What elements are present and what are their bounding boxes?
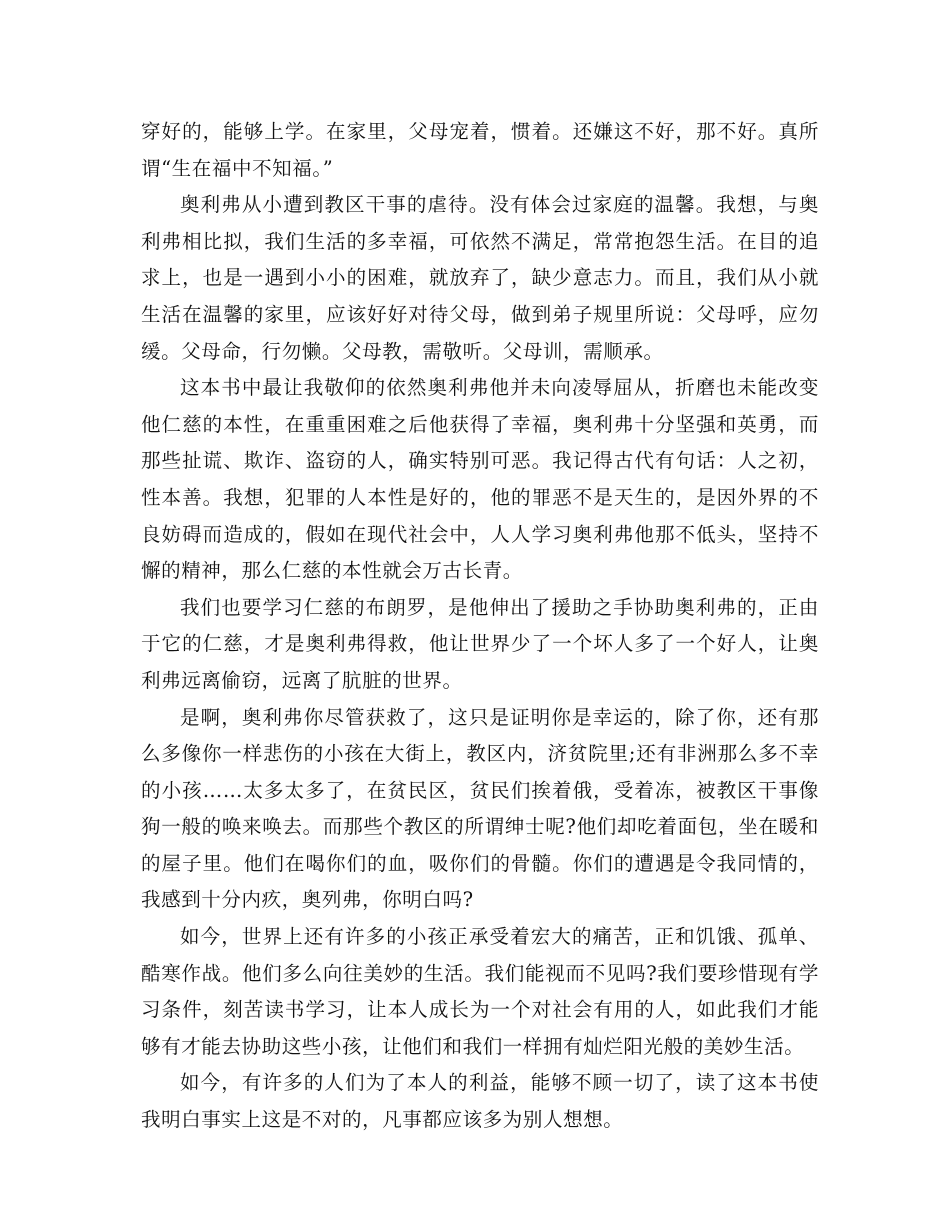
paragraph-1: 穿好的，能够上学。在家里，父母宠着，惯着。还嫌这不好，那不好。真所谓“生在福中不知福。”: [141, 120, 819, 180]
paragraph-7: 如今，有许多的人们为了本人的利益，能够不顾一切了，读了这本书使我明白事实上这是不对的，凡事都应该多为别人想想。: [141, 1071, 819, 1132]
paragraph-3: 这本书中最让我敬仰的依然奥利弗他并未向凌辱屈从，折磨也未能改变他仁慈的本性，在重重困难之后他获得了幸福，奥利弗十分坚强和英勇，而那些扯谎、欺诈、盗窃的人，确实特别可恶。我记得古代有句话：人之初，性本善。我想，犯罪的人本性是好的，他的罪恶不是天生的，是因外界的不良妨碍而造成的，假如在现代社会中，人人学习奥利弗他那不低头，坚持不懈的精神，那么仁慈的本性就会万古长青。: [141, 376, 819, 583]
paragraph-2: 奥利弗从小遭到教区干事的虐待。没有体会过家庭的温馨。我想，与奥利弗相比拟，我们生活的多幸福，可依然不满足，常常抱怨生活。在目的追求上，也是一遇到小小的困难，就放弃了，缺少意志力。而且，我们从小就生活在温馨的家里，应该好好对待父母，做到弟子规里所说：父母呼，应勿缓。父母命，行勿懒。父母教，需敬听。父母训，需顺承。: [141, 193, 819, 363]
paragraph-6: 如今，世界上还有许多的小孩正承受着宏大的痛苦，正和饥饿、孤单、酷寒作战。他们多么向往美妙的生活。我们能视而不见吗?我们要珍惜现有学习条件，刻苦读书学习，让本人成长为一个对社会有用的人，如此我们才能够有才能去协助这些小孩，让他们和我们一样拥有灿烂阳光般的美妙生活。: [141, 925, 819, 1058]
paragraph-5: 是啊，奥利弗你尽管获救了，这只是证明你是幸运的，除了你，还有那么多像你一样悲伤的小孩在大街上，教区内，济贫院里;还有非洲那么多不幸的小孩……太多太多了，在贫民区，贫民们挨着俄，受着冻，被教区干事像狗一般的唤来唤去。而那些个教区的所谓绅士呢?他们却吃着面包，坐在暖和的屋子里。他们在喝你们的血，吸你们的骨髓。你们的遭遇是令我同情的，我感到十分内疚，奥列弗，你明白吗?: [141, 705, 819, 912]
document-body: [141, 114, 819, 1139]
paragraph-4: 我们也要学习仁慈的布朗罗，是他伸出了援助之手协助奥利弗的，正由于它的仁慈，才是奥利弗得救，他让世界少了一个坏人多了一个好人，让奥利弗远离偷窃，远离了肮脏的世界。: [141, 595, 819, 692]
